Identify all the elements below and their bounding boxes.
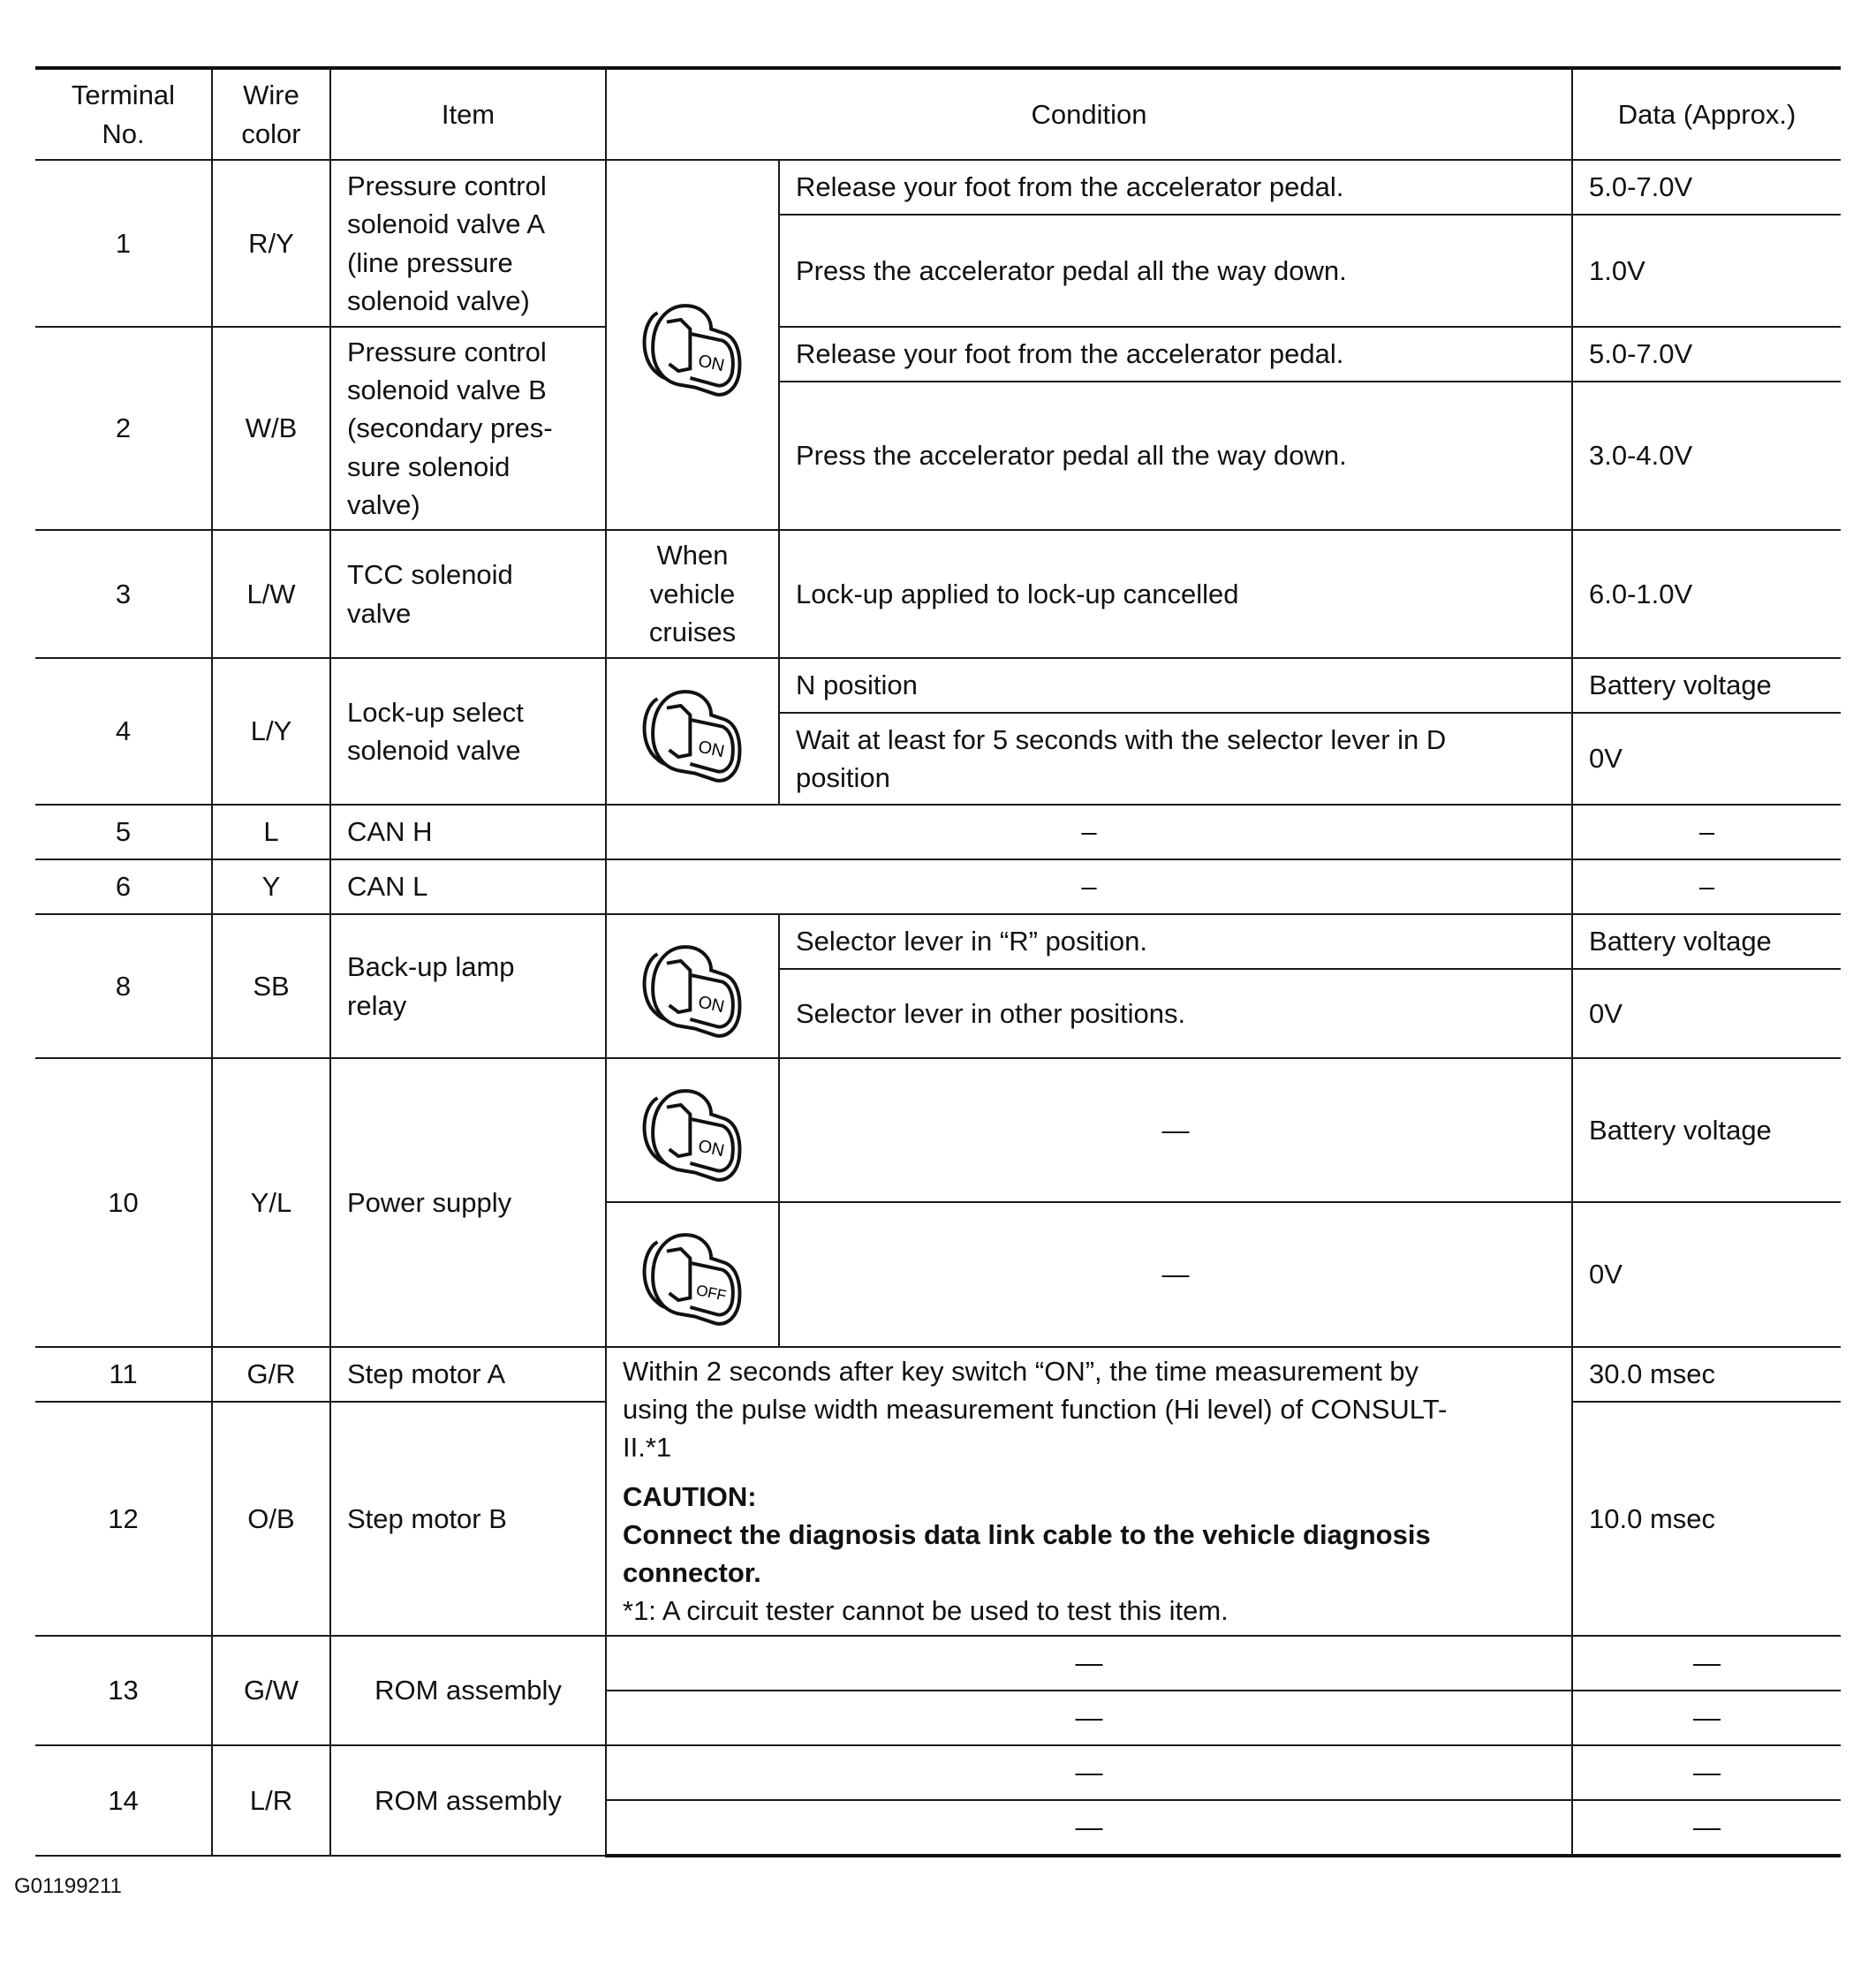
ignition-key-off-icon xyxy=(634,1216,751,1333)
data-value: — xyxy=(1572,1691,1841,1745)
header-data: Data (Approx.) xyxy=(1572,68,1841,160)
caution-text: Connect the diagnosis data link cable to the vehicle diagnosis connector. xyxy=(623,1519,1431,1588)
figure-id: G01199211 xyxy=(14,1874,122,1898)
key-switch-cell xyxy=(606,914,779,1058)
terminal-no: 1 xyxy=(35,160,212,327)
wire-color: O/B xyxy=(212,1402,330,1636)
item-name: Back-up lamp relay xyxy=(330,914,606,1058)
header-terminal-no: Terminal No. xyxy=(35,68,212,160)
condition-text: — xyxy=(606,1745,1572,1800)
ignition-key-on-icon xyxy=(634,1072,751,1189)
svg-text:ON: ON xyxy=(696,351,727,375)
wire-color: SB xyxy=(212,914,330,1058)
table-row-terminal-6 xyxy=(35,859,1841,914)
item-name: CAN L xyxy=(330,859,606,914)
data-value: 6.0-1.0V xyxy=(1572,530,1841,658)
condition-text: – xyxy=(606,859,1572,914)
terminal-no: 4 xyxy=(35,658,212,805)
step-motor-note-text: Within 2 seconds after key switch “ON”, the time measurement by using the pulse width measurement function (Hi level) of CONSULT- II.*1 xyxy=(623,1356,1448,1463)
data-value: 5.0-7.0V xyxy=(1572,160,1841,215)
data-value: 30.0 msec xyxy=(1572,1347,1841,1402)
terminal-no: 11 xyxy=(35,1347,212,1402)
condition-text: Release your foot from the accelerator pedal. xyxy=(779,160,1572,215)
item-name: CAN H xyxy=(330,805,606,859)
terminal-no: 3 xyxy=(35,530,212,658)
terminal-no: 10 xyxy=(35,1058,212,1347)
key-switch-cell xyxy=(606,1058,779,1202)
step-motor-note xyxy=(606,1347,1572,1636)
item-name: ROM assembly xyxy=(330,1745,606,1856)
table-row-terminal-1 xyxy=(35,160,1841,215)
data-value: Battery voltage xyxy=(1572,914,1841,969)
terminal-no: 2 xyxy=(35,327,212,530)
data-value: – xyxy=(1572,859,1841,914)
wire-color: L/Y xyxy=(212,658,330,805)
data-value: 0V xyxy=(1572,713,1841,805)
svg-text:ON: ON xyxy=(696,1136,727,1161)
condition-text: — xyxy=(606,1691,1572,1745)
condition-text: Wait at least for 5 seconds with the selector lever in D position xyxy=(779,713,1572,805)
terminal-data-table xyxy=(35,66,1841,1857)
condition-text: Lock-up applied to lock-up cancelled xyxy=(779,530,1572,658)
condition-text: — xyxy=(606,1636,1572,1691)
table-row-terminal-13 xyxy=(35,1636,1841,1691)
wire-color: R/Y xyxy=(212,160,330,327)
wire-color: L/R xyxy=(212,1745,330,1856)
data-value: 0V xyxy=(1572,969,1841,1058)
data-value: Battery voltage xyxy=(1572,658,1841,713)
condition-text: — xyxy=(779,1058,1572,1202)
wire-color: Y xyxy=(212,859,330,914)
wire-color: L/W xyxy=(212,530,330,658)
terminal-no: 13 xyxy=(35,1636,212,1745)
condition-text: Selector lever in “R” position. xyxy=(779,914,1572,969)
table-row-terminal-11 xyxy=(35,1347,1841,1402)
footnote-text: *1: A circuit tester cannot be used to test this item. xyxy=(623,1594,1229,1626)
data-value: — xyxy=(1572,1636,1841,1691)
data-value: Battery voltage xyxy=(1572,1058,1841,1202)
table-row-terminal-8 xyxy=(35,914,1841,969)
data-value: 10.0 msec xyxy=(1572,1402,1841,1636)
table-row-terminal-10 xyxy=(35,1058,1841,1202)
key-switch-cell xyxy=(606,658,779,805)
wire-color: L xyxy=(212,805,330,859)
ignition-key-on-icon xyxy=(634,673,751,790)
terminal-no: 14 xyxy=(35,1745,212,1856)
table-row-terminal-4 xyxy=(35,658,1841,713)
condition-text: — xyxy=(779,1202,1572,1347)
data-value: 5.0-7.0V xyxy=(1572,327,1841,382)
condition-text: Selector lever in other positions. xyxy=(779,969,1572,1058)
condition-text: Press the accelerator pedal all the way down. xyxy=(779,215,1572,327)
table-row-terminal-3 xyxy=(35,530,1841,658)
svg-text:ON: ON xyxy=(696,737,727,762)
item-name: Pressure control solenoid valve A (line pressure solenoid valve) xyxy=(330,160,606,327)
item-name: TCC solenoid valve xyxy=(330,530,606,658)
header-item: Item xyxy=(330,68,606,160)
wire-color: Y/L xyxy=(212,1058,330,1347)
item-name: Pressure control solenoid valve B (secondary pres- sure solenoid valve) xyxy=(330,327,606,530)
condition-when: When vehicle cruises xyxy=(606,530,779,658)
data-value: 3.0-4.0V xyxy=(1572,382,1841,530)
item-name: ROM assembly xyxy=(330,1636,606,1745)
ignition-key-on-icon xyxy=(634,928,751,1045)
svg-text:OFF: OFF xyxy=(694,1281,729,1305)
wire-color: W/B xyxy=(212,327,330,530)
header-row xyxy=(35,68,1841,160)
key-switch-cell xyxy=(606,160,779,530)
condition-text: Release your foot from the accelerator pedal. xyxy=(779,327,1572,382)
terminal-no: 8 xyxy=(35,914,212,1058)
header-wire-color: Wire color xyxy=(212,68,330,160)
wire-color: G/W xyxy=(212,1636,330,1745)
item-name: Lock-up select solenoid valve xyxy=(330,658,606,805)
svg-text:ON: ON xyxy=(696,992,727,1017)
data-value: — xyxy=(1572,1745,1841,1800)
table-row-terminal-14 xyxy=(35,1745,1841,1800)
item-name: Step motor A xyxy=(330,1347,606,1402)
item-name: Power supply xyxy=(330,1058,606,1347)
data-value: 1.0V xyxy=(1572,215,1841,327)
data-value: – xyxy=(1572,805,1841,859)
condition-text: — xyxy=(606,1800,1572,1856)
terminal-no: 12 xyxy=(35,1402,212,1636)
caution-label: CAUTION: xyxy=(623,1481,757,1513)
terminal-no: 6 xyxy=(35,859,212,914)
header-condition: Condition xyxy=(606,68,1572,160)
ignition-key-on-icon xyxy=(634,287,751,404)
condition-text: Press the accelerator pedal all the way down. xyxy=(779,382,1572,530)
key-switch-cell xyxy=(606,1202,779,1347)
table-row-terminal-5 xyxy=(35,805,1841,859)
data-value: — xyxy=(1572,1800,1841,1856)
wire-color: G/R xyxy=(212,1347,330,1402)
data-value: 0V xyxy=(1572,1202,1841,1347)
condition-text: N position xyxy=(779,658,1572,713)
terminal-no: 5 xyxy=(35,805,212,859)
item-name: Step motor B xyxy=(330,1402,606,1636)
condition-text: – xyxy=(606,805,1572,859)
table-row-terminal-2 xyxy=(35,327,1841,382)
